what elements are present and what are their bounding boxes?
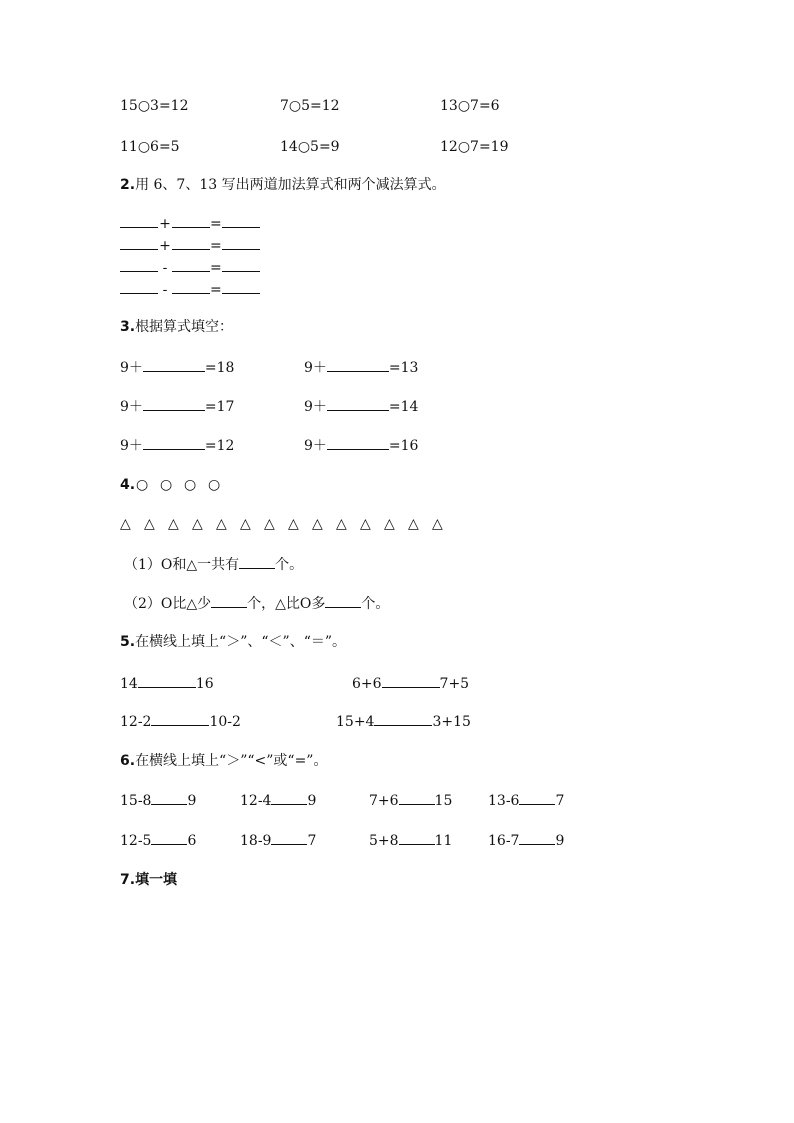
q6-left: 12-5 [120, 833, 152, 849]
blank[interactable] [519, 791, 555, 805]
triangle-icon: △ [120, 516, 131, 532]
q3-result: =16 [388, 438, 419, 454]
q3-number: 3. [120, 319, 136, 335]
blank[interactable] [151, 791, 187, 805]
q3-prefix: 9＋ [120, 399, 143, 415]
triangle-icon: △ [240, 516, 251, 532]
blank[interactable] [382, 674, 440, 688]
q5-left: 6+6 [352, 676, 382, 692]
q5-text: 在横线上填上“＞”、“＜”、“＝”。 [135, 634, 347, 650]
q7-heading [120, 871, 177, 889]
blank[interactable] [222, 214, 260, 228]
q3-result: =18 [204, 360, 235, 376]
q5-right: 3+15 [432, 714, 471, 730]
q2-line-4 [120, 280, 260, 299]
q1-r2-c3: 12○7=19 [440, 139, 509, 155]
q2-heading [120, 176, 446, 194]
q5-r1-c2 [352, 674, 469, 693]
q3-result: =14 [388, 399, 419, 415]
equals: = [210, 238, 222, 254]
blank[interactable] [172, 236, 210, 250]
q5-heading [120, 633, 346, 651]
q6-right: 15 [434, 793, 453, 809]
circle-icon: ○ [136, 477, 149, 493]
q6-left: 7+6 [369, 793, 399, 809]
q6-right: 7 [307, 833, 317, 849]
q3-result: =13 [388, 360, 419, 376]
triangle-icon: △ [312, 516, 323, 532]
q6-r2-c1 [120, 831, 196, 850]
blank[interactable] [327, 358, 389, 372]
q5-r2-c2 [336, 712, 471, 731]
q6-right: 7 [555, 793, 565, 809]
blank[interactable] [222, 280, 260, 294]
equals: = [210, 216, 222, 232]
triangle-icon: △ [288, 516, 299, 532]
q4-number: 4. [120, 477, 136, 493]
q6-left: 5+8 [369, 833, 399, 849]
triangle-icon: △ [168, 516, 179, 532]
blank[interactable] [222, 258, 260, 272]
q4-sub2 [124, 594, 389, 613]
q6-left: 13-6 [488, 793, 520, 809]
q5-r1-c1 [120, 674, 214, 693]
triangle-icon: △ [432, 516, 443, 532]
q7-text: 填一填 [135, 872, 178, 888]
q2-line-1 [120, 214, 260, 233]
q2-text: 用 6、7、13 写出两道加法算式和两个减法算式。 [135, 177, 446, 193]
q6-right: 9 [187, 793, 197, 809]
blank[interactable] [327, 436, 389, 450]
q3-prefix: 9＋ [304, 438, 327, 454]
q1-r1-c2: 7○5=12 [280, 98, 340, 114]
triangle-icon: △ [384, 516, 395, 532]
q6-r2-c4 [488, 831, 564, 850]
operator: - [162, 260, 168, 276]
blank[interactable] [120, 280, 158, 294]
q3-result: =12 [204, 438, 235, 454]
q5-left: 15+4 [336, 714, 375, 730]
q5-number: 5. [120, 634, 136, 650]
q2-line-2 [120, 236, 260, 255]
q6-text: 在横线上填上“＞”“<”或“=”。 [135, 753, 328, 769]
q3-prefix: 9＋ [304, 399, 327, 415]
q3-r3-c2 [304, 436, 418, 455]
q6-r1-c4 [488, 791, 564, 810]
q7-number: 7. [120, 872, 136, 888]
q4-heading [120, 476, 232, 494]
q3-prefix: 9＋ [120, 438, 143, 454]
q1-r1-c1: 15○3=12 [120, 98, 189, 114]
q4-triangles [120, 515, 456, 533]
blank[interactable] [120, 258, 158, 272]
blank[interactable] [143, 397, 205, 411]
blank[interactable] [399, 791, 435, 805]
triangle-icon: △ [144, 516, 155, 532]
q3-heading [120, 318, 233, 336]
q2-number: 2. [120, 177, 136, 193]
blank[interactable] [271, 831, 307, 845]
blank[interactable] [399, 831, 435, 845]
q5-right: 10-2 [209, 714, 241, 730]
blank[interactable] [325, 594, 361, 608]
triangle-icon: △ [408, 516, 419, 532]
q6-r1-c1 [120, 791, 196, 810]
blank[interactable] [143, 358, 205, 372]
triangle-icon: △ [216, 516, 227, 532]
q1-r2-c1: 11○6=5 [120, 139, 180, 155]
q3-r2-c1 [120, 397, 234, 416]
triangle-icon: △ [360, 516, 371, 532]
operator: + [159, 216, 171, 232]
q6-left: 15-8 [120, 793, 152, 809]
q3-result: =17 [204, 399, 235, 415]
blank[interactable] [239, 555, 275, 569]
q6-r1-c2 [240, 791, 316, 810]
q4-sub2-text: （2）O比△少 [124, 596, 212, 612]
q3-r1-c2 [304, 358, 418, 377]
q6-heading [120, 752, 327, 770]
blank[interactable] [151, 712, 209, 726]
blank[interactable] [138, 674, 196, 688]
q4-sub1-suffix: 个。 [275, 557, 304, 573]
blank[interactable] [374, 712, 432, 726]
q6-right: 9 [555, 833, 565, 849]
q6-r2-c2 [240, 831, 316, 850]
q6-r2-c3 [369, 831, 452, 850]
q6-left: 18-9 [240, 833, 272, 849]
q4-sub1-text: （1）O和△一共有 [124, 557, 240, 573]
q5-r2-c1 [120, 712, 241, 731]
blank[interactable] [211, 594, 247, 608]
blank[interactable] [120, 236, 158, 250]
operator: + [159, 238, 171, 254]
q5-left: 14 [120, 676, 138, 692]
circle-icon: ○ [208, 477, 221, 493]
q3-r2-c2 [304, 397, 418, 416]
q6-right: 9 [307, 793, 317, 809]
operator: - [162, 282, 168, 298]
q3-prefix: 9＋ [304, 360, 327, 376]
equals: = [210, 260, 222, 276]
q6-number: 6. [120, 753, 136, 769]
blank[interactable] [222, 236, 260, 250]
blank[interactable] [172, 258, 210, 272]
blank[interactable] [120, 214, 158, 228]
blank[interactable] [519, 831, 555, 845]
q6-left: 12-4 [240, 793, 272, 809]
q2-line-3 [120, 258, 260, 277]
q6-right: 6 [187, 833, 197, 849]
blank[interactable] [327, 397, 389, 411]
blank[interactable] [143, 436, 205, 450]
blank[interactable] [151, 831, 187, 845]
triangle-icon: △ [264, 516, 275, 532]
q5-right: 16 [195, 676, 214, 692]
q5-left: 12-2 [120, 714, 152, 730]
q3-r1-c1 [120, 358, 234, 377]
blank[interactable] [172, 214, 210, 228]
q1-r1-c3: 13○7=6 [440, 98, 500, 114]
q1-r2-c2: 14○5=9 [280, 139, 340, 155]
blank[interactable] [271, 791, 307, 805]
q6-r1-c3 [369, 791, 452, 810]
q3-text: 根据算式填空： [135, 319, 234, 335]
q4-sub1 [124, 555, 303, 574]
circle-icon: ○ [160, 477, 173, 493]
equals: = [210, 282, 222, 298]
q5-right: 7+5 [439, 676, 470, 692]
circle-icon: ○ [184, 477, 197, 493]
q3-r3-c1 [120, 436, 234, 455]
triangle-icon: △ [336, 516, 347, 532]
q4-sub2-suffix: 个。 [361, 596, 390, 612]
triangle-icon: △ [192, 516, 203, 532]
q6-right: 11 [434, 833, 453, 849]
q4-sub2-middle: 个，△比O多 [247, 596, 326, 612]
q3-prefix: 9＋ [120, 360, 143, 376]
q6-left: 16-7 [488, 833, 520, 849]
blank[interactable] [172, 280, 210, 294]
